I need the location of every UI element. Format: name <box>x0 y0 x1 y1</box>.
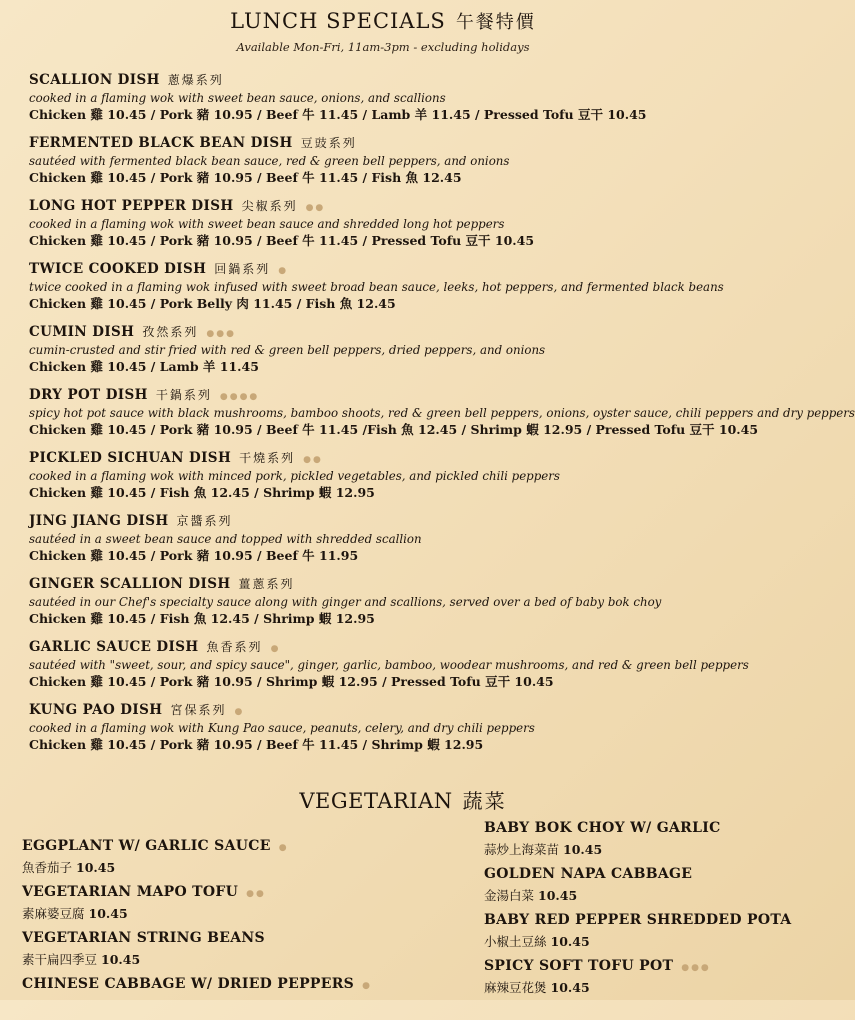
dish-prices: Chicken 雞 10.45 / Lamb 羊 11.45 <box>29 359 259 374</box>
vegetarian-item <box>22 928 362 974</box>
dish-description: cooked in a flaming wok with sweet bean sauce and shredded long hot peppers <box>29 217 505 231</box>
spice-level-icon: ●● <box>246 889 266 899</box>
vegetarian-heading <box>0 785 766 814</box>
spice-level-icon: ● <box>234 707 245 717</box>
vegetarian-name-cn: 魚香茄子 <box>22 860 73 875</box>
dish-name-cn: 宮保系列 <box>170 703 227 717</box>
dish-name-cn: 蔥爆系列 <box>167 73 224 87</box>
title-en: LUNCH SPECIALS <box>230 9 446 33</box>
dish-title <box>29 261 759 280</box>
vegetarian-right-column <box>484 818 792 1002</box>
dish-description: spicy hot pot sauce with black mushrooms, bamboo shoots, red & green bell peppers, onions, oyster sauce, chili peppers and dry peppers <box>29 406 855 420</box>
dish-prices: Chicken 雞 10.45 / Pork 豬 10.95 / Beef 牛 11.45 /Fish 魚 12.45 / Shrimp 蝦 12.95 / Pressed Tofu 豆干 10.45 <box>29 422 759 437</box>
menu-item <box>29 261 759 324</box>
dish-name-cn: 薑蔥系列 <box>238 577 295 591</box>
vegetarian-item-cn-line <box>22 858 362 878</box>
vegetarian-name-cn: 麻辣豆花煲 <box>484 980 547 995</box>
dish-title <box>29 576 759 595</box>
menu-item <box>29 135 759 198</box>
vegetarian-item-cn-line <box>22 904 362 924</box>
menu-header <box>0 8 766 54</box>
vegetarian-name-en: CHINESE CABBAGE W/ DRIED PEPPERS <box>22 976 355 992</box>
dish-title <box>29 387 759 406</box>
dish-name: SCALLION DISH <box>29 72 160 88</box>
vegetarian-name-cn: 蒜炒上海菜苗 <box>484 842 560 857</box>
dish-name-cn: 京醬系列 <box>176 514 233 528</box>
spice-level-icon: ● <box>278 843 289 853</box>
vegetarian-item-cn-line <box>484 886 784 906</box>
lunch-specials-list <box>29 72 855 765</box>
dish-name-cn: 尖椒系列 <box>241 199 298 213</box>
vegetarian-name-en: EGGPLANT W/ GARLIC SAUCE <box>22 838 271 854</box>
vegetarian-price: 10.45 <box>88 906 128 921</box>
spice-level-icon: ● <box>278 266 289 276</box>
vegetarian-left-column <box>22 836 372 1020</box>
dish-prices: Chicken 雞 10.45 / Pork 豬 10.95 / Beef 牛 11.45 / Lamb 羊 11.45 / Pressed Tofu 豆干 10.45 <box>29 107 647 122</box>
dish-prices: Chicken 雞 10.45 / Pork 豬 10.95 / Beef 牛 11.95 <box>29 548 359 563</box>
vegetarian-price: 10.45 <box>550 934 590 949</box>
vegetarian-item <box>22 974 372 1020</box>
menu-item <box>29 702 759 765</box>
vegetarian-price: 10.45 <box>550 980 590 995</box>
vegetarian-item <box>22 836 362 882</box>
menu-item <box>29 639 759 702</box>
dish-name: FERMENTED BLACK BEAN DISH <box>29 135 293 151</box>
dish-title <box>29 324 759 343</box>
dish-title <box>29 513 759 532</box>
dish-name-cn: 孜然系列 <box>142 325 199 339</box>
vegetarian-item-name <box>22 882 362 904</box>
dish-name: JING JIANG DISH <box>29 513 169 529</box>
availability-note: Available Mon-Fri, 11am-3pm - excluding holidays <box>236 40 530 54</box>
dish-name: GINGER SCALLION DISH <box>29 576 231 592</box>
spice-level-icon: ●●●● <box>219 392 260 402</box>
dish-name: DRY POT DISH <box>29 387 148 403</box>
dish-name: PICKLED SICHUAN DISH <box>29 450 232 466</box>
vegetarian-item-name <box>484 864 784 886</box>
vegetarian-name-en: GOLDEN NAPA CABBAGE <box>484 866 693 882</box>
vegetarian-item-cn-line <box>484 932 784 952</box>
dish-description: cumin-crusted and stir fried with red & green bell peppers, dried peppers, and onions <box>29 343 546 357</box>
vegetarian-price: 10.45 <box>538 888 578 903</box>
vegetarian-name-cn: 金湯白菜 <box>484 888 535 903</box>
vegetarian-item-cn-line <box>484 978 784 998</box>
page-title <box>0 8 766 34</box>
menu-item <box>29 450 759 513</box>
vegetarian-item-cn-line <box>22 950 362 970</box>
vegetarian-item <box>22 882 362 928</box>
vegetarian-item-name <box>22 836 362 858</box>
spice-level-icon: ●●● <box>206 329 236 339</box>
vegetarian-item-name <box>484 956 784 978</box>
dish-description: cooked in a flaming wok with sweet bean sauce, onions, and scallions <box>29 91 446 105</box>
vegetarian-price: 10.45 <box>101 952 141 967</box>
spice-level-icon: ●●● <box>681 963 711 973</box>
dish-description: sautéed in a sweet bean sauce and topped with shredded scallion <box>29 532 422 546</box>
vegetarian-price: 10.45 <box>563 842 603 857</box>
title-cn: 午餐特價 <box>455 12 536 33</box>
spice-level-icon: ● <box>270 644 281 654</box>
vegetarian-price: 10.45 <box>76 860 116 875</box>
dish-description: cooked in a flaming wok with minced pork, pickled vegetables, and pickled chili peppers <box>29 469 560 483</box>
dish-title <box>29 198 759 217</box>
dish-name: GARLIC SAUCE DISH <box>29 639 199 655</box>
dish-name: TWICE COOKED DISH <box>29 261 207 277</box>
dish-prices: Chicken 雞 10.45 / Pork 豬 10.95 / Beef 牛 11.45 / Shrimp 蝦 12.95 <box>29 737 484 752</box>
vegetarian-name-cn: 素麻婆豆腐 <box>22 906 85 921</box>
vegetarian-name-en: BABY RED PEPPER SHREDDED POTA <box>484 912 792 928</box>
dish-prices: Chicken 雞 10.45 / Pork 豬 10.95 / Shrimp 蝦 12.95 / Pressed Tofu 豆干 10.45 <box>29 674 554 689</box>
vegetarian-item-name <box>22 928 362 950</box>
dish-title <box>29 450 759 469</box>
dish-title <box>29 72 759 91</box>
dish-name-cn: 豆豉系列 <box>300 136 357 150</box>
dish-name: KUNG PAO DISH <box>29 702 163 718</box>
dish-description: twice cooked in a flaming wok infused with sweet broad bean sauce, leeks, hot peppers, and fermented black beans <box>29 280 724 294</box>
vegetarian-name-cn: 小椒土豆絲 <box>484 934 547 949</box>
menu-item <box>29 513 759 576</box>
dish-name: LONG HOT PEPPER DISH <box>29 198 234 214</box>
menu-item <box>29 72 759 135</box>
vegetarian-name-en: VEGETARIAN STRING BEANS <box>22 930 265 946</box>
dish-name-cn: 干燒系列 <box>239 451 296 465</box>
vegetarian-item-name <box>22 974 372 996</box>
vegetarian-item <box>484 910 792 956</box>
vegetarian-item-name <box>484 818 784 840</box>
vegetarian-name-en: VEGETARIAN MAPO TOFU <box>22 884 239 900</box>
vegetarian-name-en: BABY BOK CHOY W/ GARLIC <box>484 820 721 836</box>
dish-description: sautéed with "sweet, sour, and spicy sauce", ginger, garlic, bamboo, woodear mushrooms, and red & green bell peppers <box>29 658 749 672</box>
dish-title <box>29 135 759 154</box>
spice-level-icon: ●● <box>303 455 323 465</box>
vegetarian-item <box>484 818 784 864</box>
dish-prices: Chicken 雞 10.45 / Fish 魚 12.45 / Shrimp 蝦 12.95 <box>29 611 375 626</box>
dish-description: cooked in a flaming wok with Kung Pao sauce, peanuts, celery, and dry chili peppers <box>29 721 535 735</box>
vegetarian-item <box>484 956 784 1002</box>
vegetarian-item-cn-line <box>484 840 784 860</box>
spice-level-icon: ● <box>362 981 372 991</box>
menu-item <box>29 387 855 450</box>
spice-level-icon: ●● <box>305 203 326 213</box>
menu-item <box>29 324 759 387</box>
dish-prices: Chicken 雞 10.45 / Pork 豬 10.95 / Beef 牛 11.45 / Fish 魚 12.45 <box>29 170 462 185</box>
dish-name-cn: 魚香系列 <box>206 640 263 654</box>
menu-item <box>29 198 759 261</box>
dish-name-cn: 回鍋系列 <box>214 262 271 276</box>
vegetarian-item <box>484 864 784 910</box>
menu-item <box>29 576 759 639</box>
dish-title <box>29 702 759 721</box>
vegetarian-title-en: VEGETARIAN <box>299 789 453 813</box>
vegetarian-title-cn: 蔬菜 <box>462 789 507 813</box>
dish-title <box>29 639 759 658</box>
dish-description: sautéed with fermented black bean sauce, red & green bell peppers, and onions <box>29 154 510 168</box>
dish-description: sautéed in our Chef's specialty sauce along with ginger and scallions, served over a bed of baby bok choy <box>29 595 662 609</box>
dish-name: CUMIN DISH <box>29 324 135 340</box>
vegetarian-item-name <box>484 910 792 932</box>
dish-prices: Chicken 雞 10.45 / Pork 豬 10.95 / Beef 牛 11.45 / Pressed Tofu 豆干 10.45 <box>29 233 535 248</box>
dish-prices: Chicken 雞 10.45 / Fish 魚 12.45 / Shrimp 蝦 12.95 <box>29 485 375 500</box>
vegetarian-name-en: SPICY SOFT TOFU POT <box>484 958 674 974</box>
dish-prices: Chicken 雞 10.45 / Pork Belly 肉 11.45 / Fish 魚 12.45 <box>29 296 396 311</box>
dish-name-cn: 干鍋系列 <box>155 388 212 402</box>
vegetarian-name-cn: 素干扁四季豆 <box>22 952 98 967</box>
